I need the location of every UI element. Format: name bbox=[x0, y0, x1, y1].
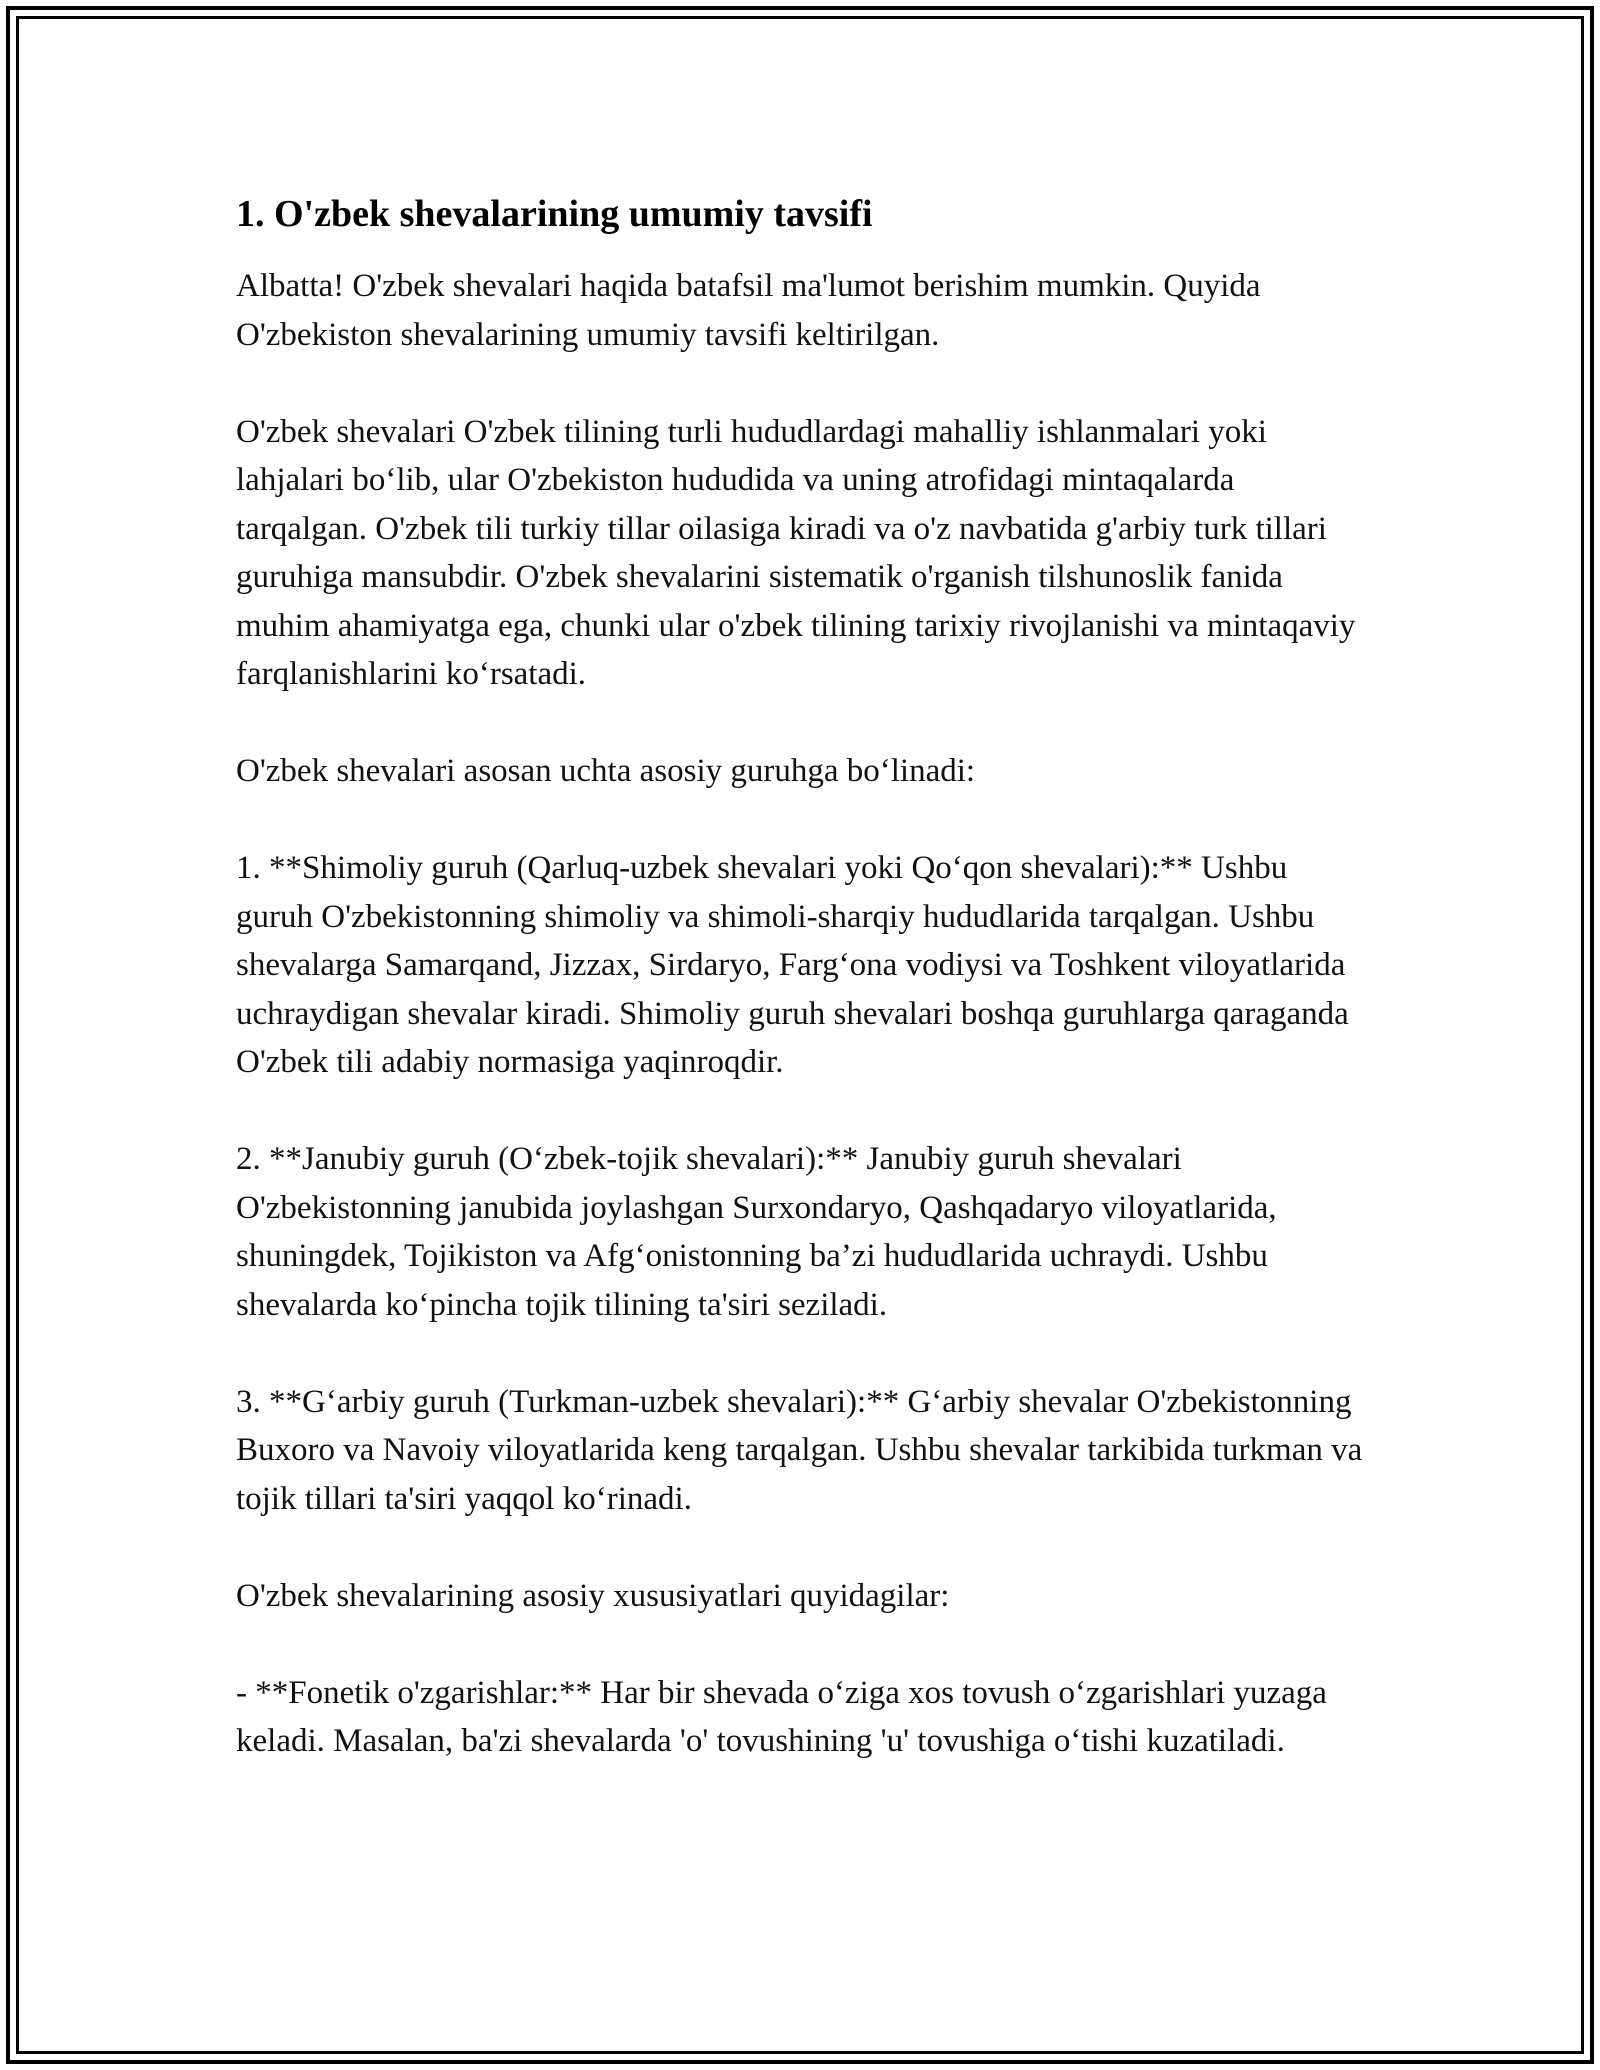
northern-group-paragraph: 1. **Shimoliy guruh (Qarluq-uzbek shevalari yoki Qo‘qon shevalari):** Ushbu guruh O'zbekistonning shimoliy va shimoli-sharqiy hududlarida tarqalgan. Ushbu shevalarga Samarqand, Jizzax, Sirdaryo, Farg‘ona vodiysi va Toshkent viloyatlarida uchraydigan shevalar kiradi. Shimoliy guruh shevalari boshqa guruhlarga qaraganda O'zbek tili adabiy normasiga yaqinroqdir. bbox=[236, 850, 1349, 1080]
groups-intro-paragraph: O'zbek shevalari asosan uchta asosiy guruhga bo‘linadi: bbox=[236, 753, 976, 789]
overview-paragraph: O'zbek shevalari O'zbek tilining turli hududlardagi mahalliy ishlanmalari yoki lahjalari bo‘lib, ular O'zbekiston hududida va uning atrofidagi mintaqalarda tarqalgan. O'zbek tili turkiy tillar oilasiga kiradi va o'z navbatida g'arbiy turk tillari guruhiga mansubdir. O'zbek shevalarini sistematik o'rganish tilshunoslik fanida muhim ahamiyatga ega, chunki ular o'zbek tilining tarixiy rivojlanishi va mintaqaviy farqlanishlarini ko‘rsatadi. bbox=[236, 413, 1356, 692]
southern-group-paragraph: 2. **Janubiy guruh (O‘zbek-tojik shevalari):** Janubiy guruh shevalari O'zbekistonning janubida joylashgan Surxondaryo, Qashqadaryo viloyatlarida, shuningdek, Tojikiston va Afg‘onistonning ba’zi hududlarida uchraydi. Ushbu shevalarda ko‘pincha tojik tilining ta'siri seziladi. bbox=[236, 1141, 1277, 1323]
intro-paragraph: Albatta! O'zbek shevalari haqida batafsil ma'lumot berishim mumkin. Quyida O'zbekiston shevalarining umumiy tavsifi keltirilgan. bbox=[236, 268, 1261, 353]
features-intro-paragraph: O'zbek shevalarining asosiy xususiyatlari quyidagilar: bbox=[236, 1577, 950, 1614]
document-body bbox=[236, 190, 1366, 1814]
section-heading: 1. O'zbek shevalarining umumiy tavsifi bbox=[236, 193, 873, 235]
phonetic-changes-paragraph: - **Fonetik o'zgarishlar:** Har bir shevada o‘ziga xos tovush o‘zgarishlari yuzaga keladi. Masalan, ba'zi shevalarda 'o' tovushining 'u' tovushiga o‘tishi kuzatiladi. bbox=[236, 1674, 1327, 1759]
western-group-paragraph: 3. **G‘arbiy guruh (Turkman-uzbek shevalari):** G‘arbiy shevalar O'zbekistonning Buxoro va Navoiy viloyatlarida keng tarqalgan. Ushbu shevalar tarkibida turkman va tojik tillari ta'siri yaqqol ko‘rinadi. bbox=[236, 1383, 1363, 1517]
